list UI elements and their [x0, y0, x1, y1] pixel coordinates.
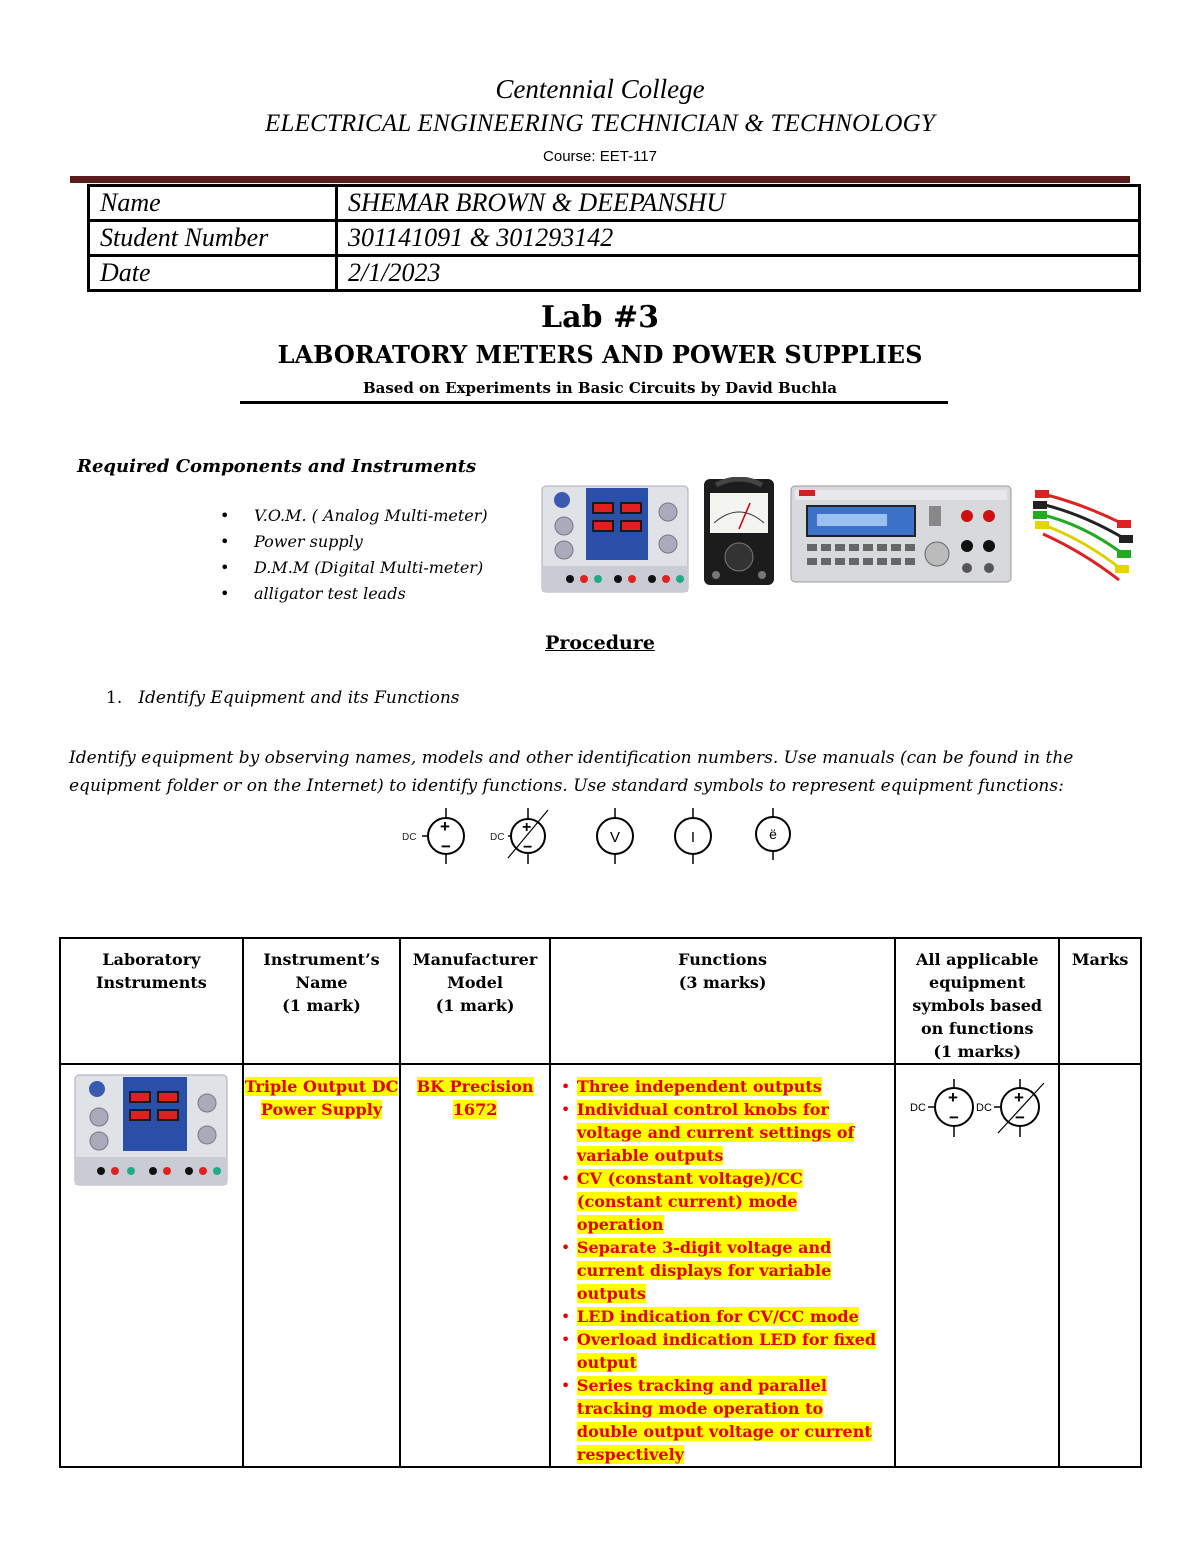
variable-dc-source-symbol: [976, 1079, 1044, 1137]
header-rule: [70, 176, 1130, 183]
table-row: [60, 1064, 1141, 1467]
svg-text:DC: DC: [402, 832, 417, 843]
step-title: Identify Equipment and its Functions: [138, 688, 460, 708]
header-marks: Marks: [1059, 938, 1141, 1064]
svg-text:+: +: [948, 1088, 959, 1107]
header-name: Instrument’s Name (1 mark): [243, 938, 400, 1064]
row1-instrument-image-cell: [60, 1064, 243, 1467]
procedure-paragraph: Identify equipment by observing names, models and other identification numbers. Use manuals (can be found in the equipment folder or on the Internet) to identify functions. Use standard symbols to represent equipment functions:: [69, 748, 1074, 796]
voltmeter-symbol: [597, 808, 633, 864]
svg-text:−: −: [441, 837, 451, 856]
digital-multimeter-image: [789, 484, 1013, 584]
name-label: Name: [89, 186, 337, 221]
svg-text:+: +: [1014, 1088, 1025, 1107]
college-name: Centennial College: [495, 74, 705, 104]
lab-subtitle: LABORATORY METERS AND POWER SUPPLIES: [277, 340, 923, 369]
power-supply-thumbnail: [71, 1069, 231, 1189]
lab-title: Lab #3: [541, 300, 659, 335]
row1-functions-cell: [550, 1064, 895, 1467]
ammeter-symbol: [675, 808, 711, 864]
dc-source-symbol: [910, 1079, 973, 1137]
svg-text:ë: ë: [769, 826, 777, 842]
requirements-list: [220, 503, 488, 607]
function-item: • Separate 3-digit voltage and current displays for variable outputs: [557, 1236, 888, 1305]
function-item: • Individual control knobs for voltage and current settings of variable outputs: [557, 1098, 888, 1167]
svg-text:DC: DC: [976, 1102, 993, 1114]
row1-instrument-name: Triple Output DC Power Supply: [244, 1077, 399, 1119]
row1-manufacturer-model: BK Precision 1672: [416, 1077, 534, 1119]
info-row-name: [89, 186, 1140, 221]
course-label: Course:: [543, 148, 600, 165]
name-value: SHEMAR BROWN & DEEPANSHU: [337, 186, 1140, 221]
ohmmeter-symbol: [756, 808, 790, 860]
row1-functions-list: [551, 1065, 894, 1466]
svg-text:DC: DC: [490, 832, 505, 843]
subtitle-rule: [240, 401, 948, 404]
svg-text:I: I: [690, 829, 696, 846]
function-item: • LED indication for CV/CC mode: [557, 1305, 888, 1328]
standard-symbols: [400, 808, 800, 864]
lab-based-on: Based on Experiments in Basic Circuits by David Buchla: [362, 379, 838, 397]
table-header-row: [60, 938, 1141, 1064]
requirement-item: • D.M.M (Digital Multi-meter): [220, 555, 488, 581]
svg-text:DC: DC: [910, 1102, 927, 1114]
header-functions: Functions (3 marks): [550, 938, 895, 1064]
course-code: EET-117: [599, 148, 657, 165]
svg-text:−: −: [949, 1108, 960, 1127]
header-instruments: Laboratory Instruments: [60, 938, 243, 1064]
info-row-date: [89, 256, 1140, 291]
requirement-item: • Power supply: [220, 529, 488, 555]
function-item: • Series tracking and parallel tracking mode operation to double output voltage or current respectively: [557, 1374, 888, 1466]
svg-text:+: +: [440, 817, 450, 836]
date-label: Date: [89, 256, 337, 291]
alligator-leads-image: [1033, 484, 1133, 588]
header-symbols: All applicable equipment symbols based on functions (1 marks): [895, 938, 1059, 1064]
procedure-title: Procedure: [545, 632, 655, 654]
dc-source-symbol: [402, 808, 464, 864]
department-title: ELECTRICAL ENGINEERING TECHNICIAN & TECHNOLOGY: [265, 110, 935, 137]
function-item: • Three independent outputs: [557, 1075, 888, 1098]
requirements-title: Required Components and Instruments: [77, 456, 477, 477]
requirement-item: • alligator test leads: [220, 581, 488, 607]
row1-dc-symbols: [908, 1079, 1058, 1143]
row1-name-cell: [243, 1064, 400, 1467]
course-line: [0, 148, 1200, 165]
requirement-item: • V.O.M. ( Analog Multi-meter): [220, 503, 488, 529]
analog-multimeter-image: [702, 477, 776, 587]
student-number-value: 301141091 & 301293142: [337, 221, 1140, 256]
function-item: • CV (constant voltage)/CC (constant current) mode operation: [557, 1167, 888, 1236]
power-supply-image: [540, 482, 690, 594]
procedure-step-1: [106, 688, 460, 708]
header-model: Manufacturer Model (1 mark): [400, 938, 550, 1064]
equipment-table: [59, 937, 1142, 1468]
student-number-label: Student Number: [89, 221, 337, 256]
svg-text:−: −: [523, 839, 533, 856]
date-value: 2/1/2023: [337, 256, 1140, 291]
step-number: 1.: [106, 688, 123, 708]
svg-text:−: −: [1015, 1108, 1026, 1127]
row1-model-cell: [400, 1064, 550, 1467]
student-info-table: [87, 184, 1141, 292]
row1-symbols-cell: [895, 1064, 1059, 1467]
svg-text:+: +: [522, 819, 532, 836]
variable-dc-source-symbol: [490, 808, 548, 864]
row1-marks-cell: [1059, 1064, 1141, 1467]
info-row-student: [89, 221, 1140, 256]
function-item: • Overload indication LED for fixed output: [557, 1328, 888, 1374]
svg-text:V: V: [609, 829, 621, 846]
